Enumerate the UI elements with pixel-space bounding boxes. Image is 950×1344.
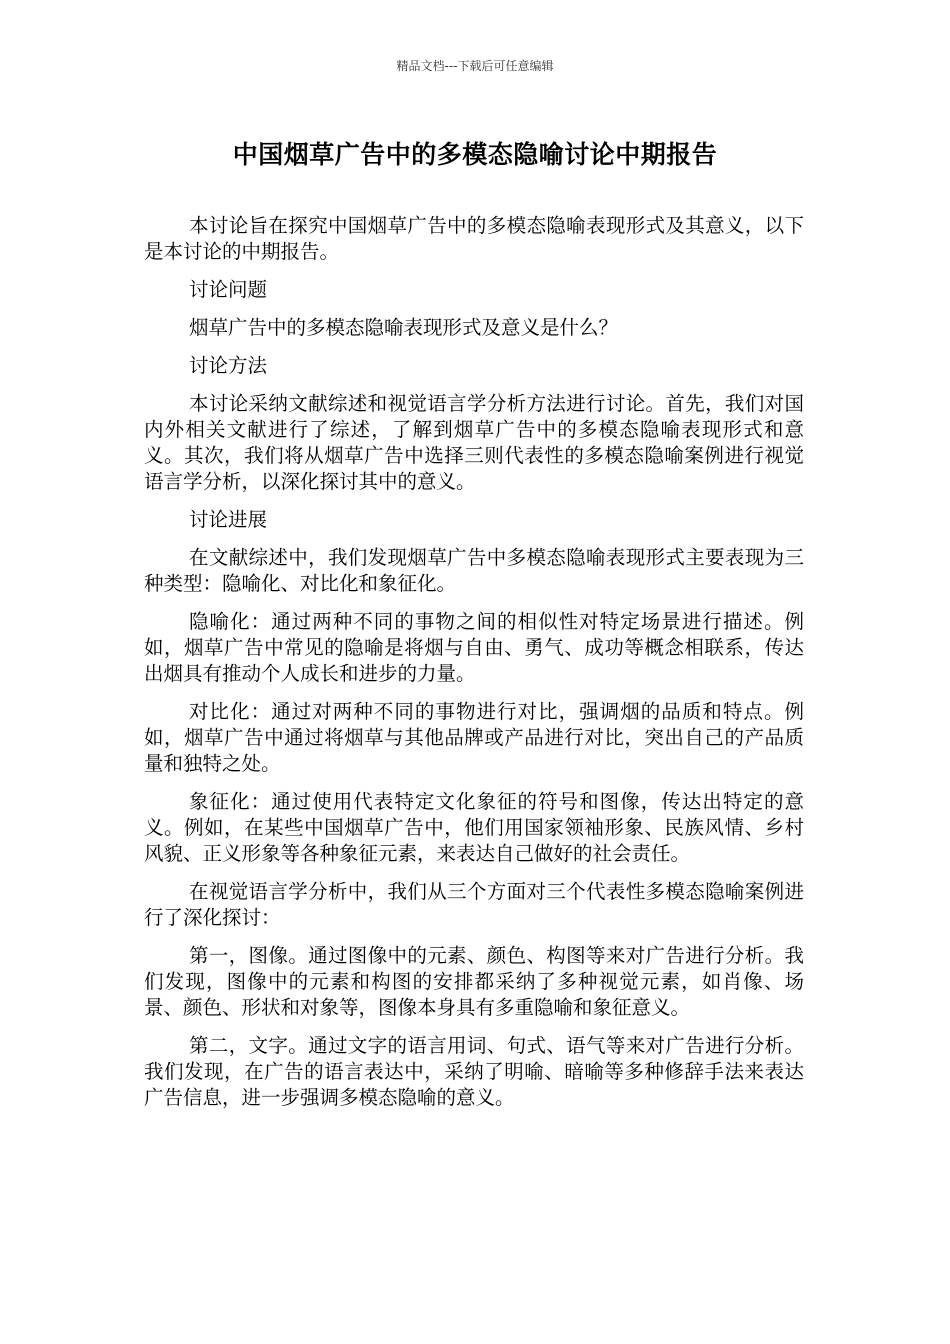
- image-analysis-paragraph: 第一，图像。通过图像中的元素、颜色、构图等来对广告进行分析。我们发现，图像中的元素和构图的安排都采纳了多种视觉元素，如肖像、场景、颜色、形状和对象等，图像本身具有多重隐喻和象征意义。: [144, 944, 804, 1019]
- analysis-intro-paragraph: 在视觉语言学分析中，我们从三个方面对三个代表性多模态隐喻案例进行了深化探讨：: [144, 880, 804, 929]
- section-heading-progress: 讨论进展: [189, 508, 268, 531]
- text-analysis-paragraph: 第二，文字。通过文字的语言用词、句式、语气等来对广告进行分析。我们发现，在广告的语言表达中，采纳了明喻、暗喻等多种修辞手法来表达广告信息，进一步强调多模态隐喻的意义。: [144, 1034, 804, 1109]
- question-paragraph: 烟草广告中的多模态隐喻表现形式及意义是什么？: [189, 316, 619, 339]
- section-heading-method: 讨论方法: [189, 354, 268, 377]
- progress-paragraph: 在文献综述中，我们发现烟草广告中多模态隐喻表现形式主要表现为三种类型：隐喻化、对比化和象征化。: [144, 546, 804, 595]
- symbol-paragraph: 象征化：通过使用代表特定文化象征的符号和图像，传达出特定的意义。例如，在某些中国烟草广告中，他们用国家领袖形象、民族风情、乡村风貌、正义形象等各种象征元素，来表达自己做好的社会责任。: [144, 790, 804, 865]
- header-note: 精品文档---下载后可任意编辑: [396, 59, 554, 73]
- method-paragraph: 本讨论采纳文献综述和视觉语言学分析方法进行讨论。首先，我们对国内外相关文献进行了综述，了解到烟草广告中的多模态隐喻表现形式和意义。其次，我们将从烟草广告中选择三则代表性的多模态隐喻案例进行视觉语言学分析，以深化探讨其中的意义。: [144, 392, 804, 493]
- document-title: 中国烟草广告中的多模态隐喻讨论中期报告: [232, 140, 718, 169]
- contrast-paragraph: 对比化：通过对两种不同的事物进行对比，强调烟的品质和特点。例如，烟草广告中通过将烟草与其他品牌或产品进行对比，突出自己的产品质量和独特之处。: [144, 700, 804, 775]
- document-body: [144, 213, 804, 1123]
- metaphor-paragraph: 隐喻化：通过两种不同的事物之间的相似性对特定场景进行描述。例如，烟草广告中常见的隐喻是将烟与自由、勇气、成功等概念相联系，传达出烟具有推动个人成长和进步的力量。: [144, 610, 804, 685]
- section-heading-question: 讨论问题: [189, 278, 268, 301]
- intro-paragraph: 本讨论旨在探究中国烟草广告中的多模态隐喻表现形式及其意义，以下是本讨论的中期报告。: [144, 214, 804, 263]
